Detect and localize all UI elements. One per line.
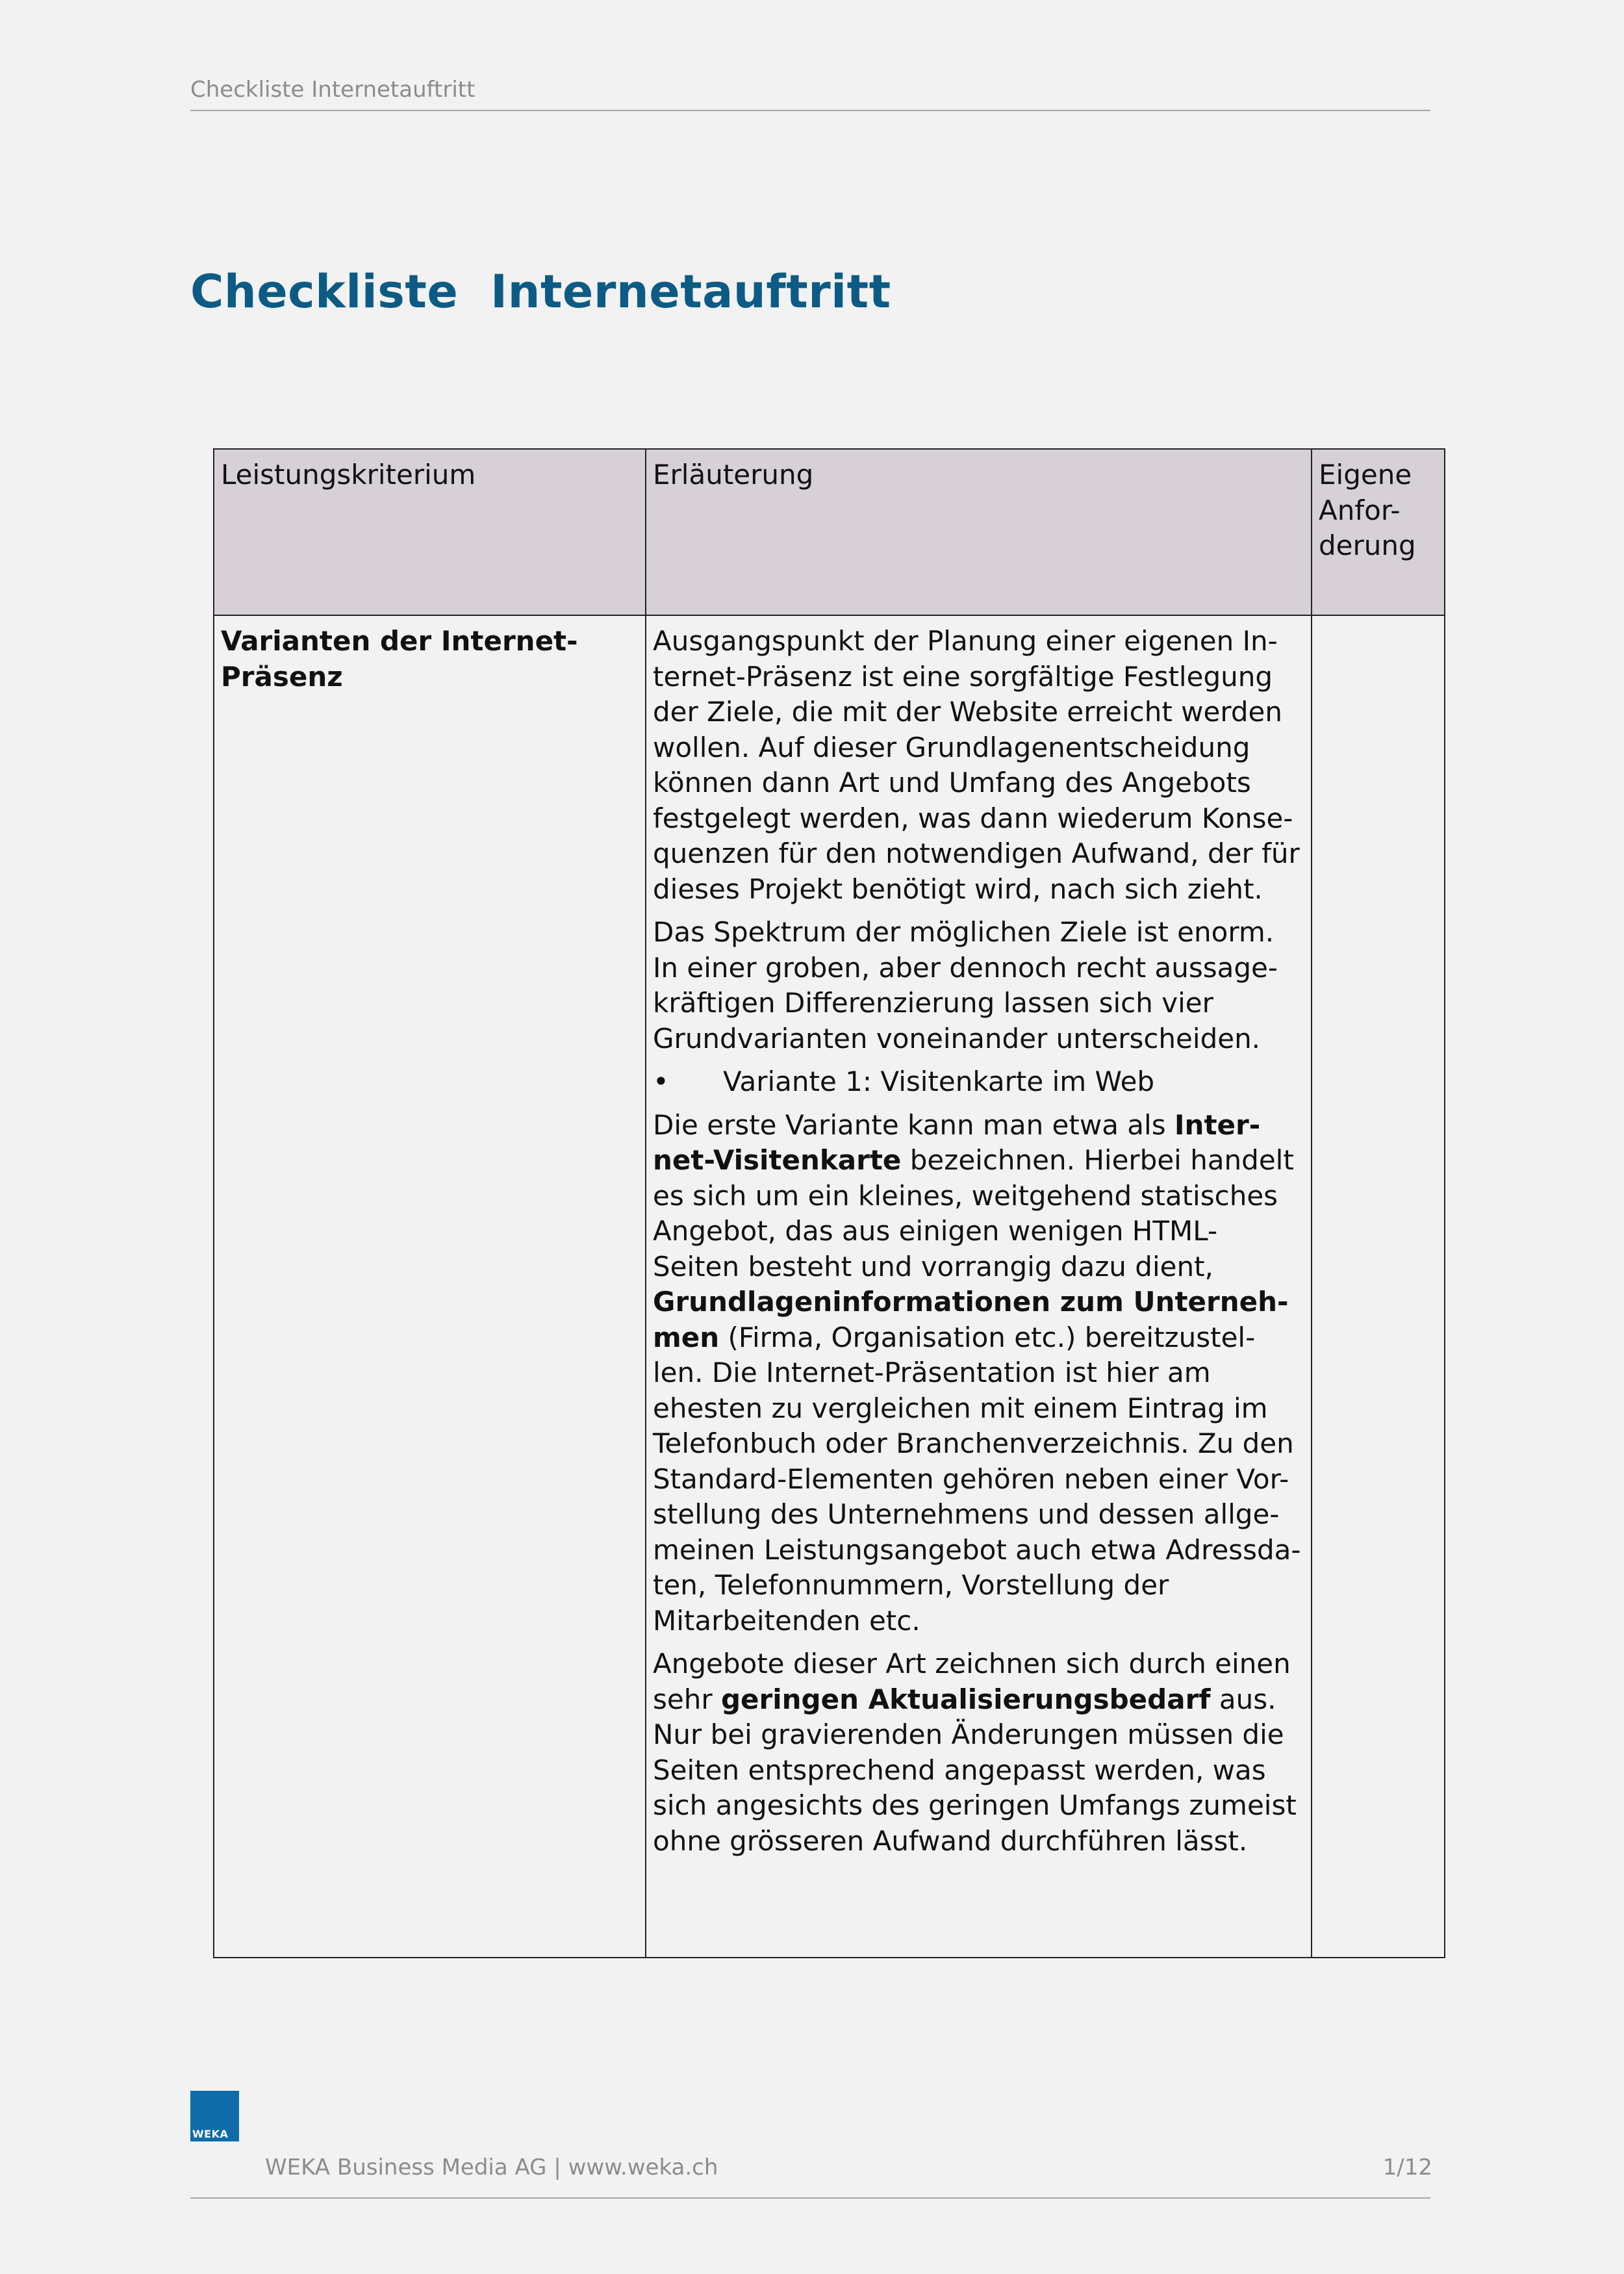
footer-company: WEKA Business Media AG | www.weka.ch — [265, 2154, 718, 2180]
text-line: wollen. Auf dieser Grundlagenentscheidung — [653, 731, 1250, 763]
text-line: In einer groben, aber dennoch recht aussage- — [653, 951, 1278, 984]
table-row — [214, 615, 1445, 1958]
table-header-row — [214, 449, 1445, 615]
bold-term: Inter- — [1174, 1108, 1261, 1141]
text-line: Telefonbuch oder Branchenverzeichnis. Zu den — [653, 1427, 1294, 1459]
header-own-requirement-line: derung — [1319, 530, 1416, 561]
text-line: Angebote dieser Art zeichnen sich durch einen — [653, 1648, 1291, 1680]
text-line — [653, 1320, 1304, 1356]
bullet-icon: • — [653, 1066, 669, 1097]
text-line: können dann Art und Umfang des Angebots — [653, 767, 1251, 798]
header-explanation-label: Erläuterung — [653, 459, 814, 491]
text-line: dieses Projekt benötigt wird, nach sich zieht. — [653, 873, 1263, 905]
text-run: bezeichnen. Hierbei handelt — [901, 1144, 1294, 1176]
text-line: Seiten entsprechend angepasst werden, was — [653, 1754, 1266, 1786]
explanation-paragraph-variant-1 — [653, 1108, 1304, 1639]
text-run: (Firma, Organisation etc.) bereitzustel- — [719, 1321, 1256, 1353]
header-own-requirement-line: Eigene — [1319, 459, 1412, 491]
footer-divider — [190, 2197, 1430, 2199]
header-cell-explanation — [646, 449, 1312, 615]
text-line: Angebot, das aus einigen wenigen HTML- — [653, 1215, 1218, 1247]
text-line: Mitarbeitenden etc. — [653, 1604, 920, 1637]
bold-term: Grundlageninformationen zum Unterneh- — [653, 1286, 1289, 1318]
weka-logo — [190, 2091, 239, 2141]
text-run: Die erste Variante kann man etwa als — [653, 1108, 1174, 1141]
running-header: Checkliste Internetauftritt — [190, 77, 476, 103]
bullet-item-variant-1 — [653, 1064, 1304, 1100]
explanation-cell — [646, 615, 1312, 1958]
logo-text: WEKA — [192, 2128, 229, 2140]
header-cell-own-requirement — [1312, 449, 1445, 615]
explanation-paragraph-intro — [653, 624, 1304, 907]
text-line: len. Die Internet-Präsentation ist hier am — [653, 1357, 1211, 1388]
header-cell-criterion — [214, 449, 646, 615]
text-line: ten, Telefonnummern, Vorstellung der — [653, 1569, 1169, 1601]
text-run: sehr — [653, 1683, 721, 1715]
own-requirement-cell[interactable] — [1312, 615, 1445, 1958]
explanation-paragraph-update-need — [653, 1646, 1304, 1859]
text-line: der Ziele, die mit der Website erreicht werden — [653, 696, 1283, 728]
criterion-line: Varianten der Internet- — [221, 625, 578, 657]
text-line: kräftigen Differenzierung lassen sich vier — [653, 987, 1213, 1019]
checklist-table — [213, 448, 1445, 1958]
text-line: stellung des Unternehmens und dessen allge- — [653, 1498, 1280, 1530]
text-line: quenzen für den notwendigen Aufwand, der für — [653, 837, 1300, 869]
text-line: Nur bei gravierenden Änderungen müssen die — [653, 1718, 1284, 1750]
criterion-cell — [214, 615, 646, 1958]
bullet-text: Variante 1: Visitenkarte im Web — [723, 1066, 1155, 1097]
header-own-requirement-line: Anfor- — [1319, 494, 1401, 526]
text-line: ternet-Präsenz ist eine sorgfältige Festlegung — [653, 660, 1273, 693]
page-number: 1/12 — [1382, 2154, 1432, 2180]
bold-term: net-Visitenkarte — [653, 1144, 902, 1176]
text-line — [653, 1108, 1304, 1143]
text-line — [653, 1143, 1304, 1179]
criterion-line: Präsenz — [221, 660, 343, 693]
text-line: Standard-Elementen gehören neben einer Vor- — [653, 1463, 1289, 1495]
text-line: meinen Leistungsangebot auch etwa Adressda- — [653, 1533, 1301, 1566]
text-line: festgelegt werden, was dann wiederum Konse- — [653, 802, 1293, 834]
text-line: ohne grösseren Aufwand durchführen lässt. — [653, 1824, 1248, 1857]
text-line: Grundvarianten voneinander unterscheiden. — [653, 1022, 1261, 1054]
text-line: Ausgangspunkt der Planung einer eigenen In- — [653, 625, 1278, 657]
header-criterion-label: Leistungskriterium — [221, 459, 476, 491]
text-line: sich angesichts des geringen Umfangs zumeist — [653, 1789, 1297, 1821]
text-line — [653, 1284, 1304, 1320]
text-line: Das Spektrum der möglichen Ziele ist enorm. — [653, 916, 1275, 948]
header-divider — [190, 110, 1430, 111]
text-run: aus. — [1210, 1683, 1276, 1715]
bold-term: men — [653, 1321, 720, 1353]
document-title: Checkliste Internetauftritt — [190, 265, 891, 318]
text-line — [653, 1682, 1304, 1718]
text-line: Seiten besteht und vorrangig dazu dient, — [653, 1250, 1213, 1283]
bold-term: geringen Aktualisierungsbedarf — [720, 1683, 1211, 1715]
explanation-paragraph-spectrum — [653, 915, 1304, 1056]
text-line: ehesten zu vergleichen mit einem Eintrag im — [653, 1392, 1268, 1424]
text-line: es sich um ein kleines, weitgehend statisches — [653, 1179, 1278, 1212]
